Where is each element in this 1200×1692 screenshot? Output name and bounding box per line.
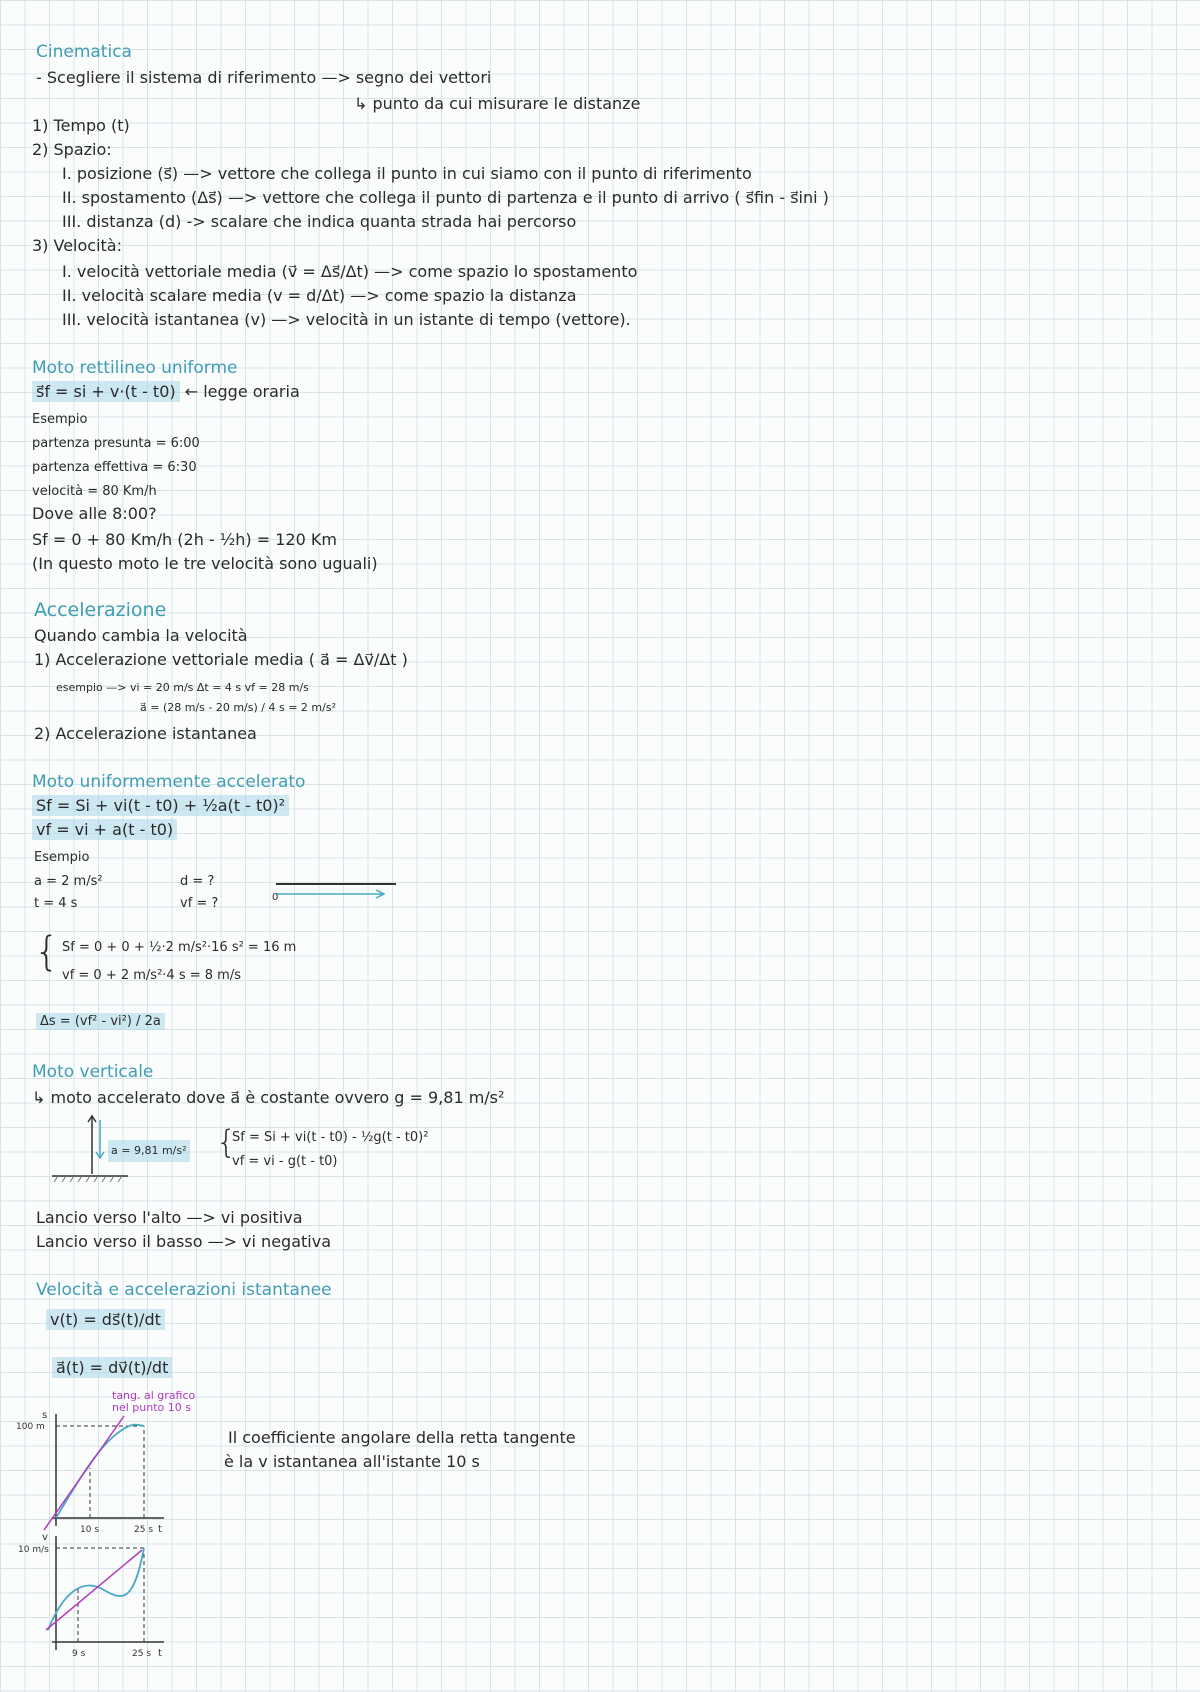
velocita-vettoriale: I. velocità vettoriale media (v⃗ = Δs⃗/Δt) —> come spazio lo spostamento — [62, 262, 638, 281]
graph-position-x-label: t — [158, 1524, 162, 1535]
graph-velocity-tangent — [46, 1550, 142, 1630]
mua-system-brace: { — [34, 929, 60, 975]
mua-system-line-1: Sf = 0 + 0 + ½·2 m/s²·16 s² = 16 m — [62, 940, 297, 955]
graph-position-x-tick-1: 10 s — [80, 1525, 100, 1535]
intro-line-1: - Scegliere il sistema di riferimento —> segno dei vettori — [36, 68, 492, 87]
spazio-posizione: I. posizione (s⃗) —> vettore che collega il punto in cui siamo con il punto di riferimento — [62, 164, 752, 183]
graph-velocity — [14, 1530, 174, 1660]
mv-formula-1: Sf = Si + vi(t - t0) - ½g(t - t0)² — [232, 1130, 429, 1145]
graph-velocity-x-label: t — [158, 1648, 162, 1659]
mv-arrow-label: a = 9,81 m/s² — [108, 1140, 190, 1162]
mru-line-1: partenza presunta = 6:00 — [32, 436, 200, 451]
acc-line-1: Quando cambia la velocità — [34, 626, 248, 645]
mua-given-t: t = 4 s — [34, 896, 78, 911]
mru-line-6: (In questo moto le tre velocità sono uguali) — [32, 554, 378, 573]
mua-formula-2-row — [32, 820, 177, 840]
mv-formula-2: vf = vi - g(t - t0) — [232, 1154, 338, 1169]
mru-line-5: Sf = 0 + 80 Km/h (2h - ½h) = 120 Km — [32, 530, 337, 549]
mv-title: Moto verticale — [32, 1062, 154, 1082]
mv-system-brace: { — [216, 1123, 237, 1161]
mv-line-3: Lancio verso il basso —> vi negativa — [36, 1232, 331, 1251]
graph-velocity-x-tick-2: 25 s — [132, 1649, 152, 1659]
mru-formula-note: ← legge oraria — [184, 382, 300, 401]
acc-title: Accelerazione — [34, 599, 167, 621]
tempo-item: 1) Tempo (t) — [32, 116, 130, 135]
acc-line-5: 2) Accelerazione istantanea — [34, 724, 257, 743]
graph-position-curve — [56, 1425, 144, 1518]
mua-delta-formula: Δs = (vf² - vi²) / 2a — [36, 1013, 165, 1030]
mua-formula-2: vf = vi + a(t - t0) — [32, 819, 177, 840]
mua-formula-1-row — [32, 796, 289, 816]
intro-line-2: ↳ punto da cui misurare le distanze — [354, 94, 641, 113]
mru-esempio: Esempio — [32, 412, 88, 427]
acc-example-result: a⃗ = (28 m/s - 20 m/s) / 4 s = 2 m/s² — [140, 701, 336, 714]
mua-title: Moto uniformemente accelerato — [32, 772, 306, 792]
mru-formula: s⃗f = si + v·(t - t0) — [32, 381, 180, 402]
vai-note-1: Il coefficiente angolare della retta tangente — [228, 1428, 576, 1447]
mru-line-2: partenza effettiva = 6:30 — [32, 460, 197, 475]
mua-unknown-vf: vf = ? — [180, 896, 219, 911]
vai-note-2: è la v istantanea all'istante 10 s — [224, 1452, 480, 1471]
vai-title: Velocità e accelerazioni istantanee — [36, 1280, 332, 1300]
graph-velocity-y-label: v — [42, 1532, 48, 1543]
mua-system-line-2: vf = 0 + 2 m/s²·4 s = 8 m/s — [62, 968, 241, 983]
graph-position-y-label: s — [42, 1410, 48, 1421]
tangent-note-1: tang. al grafico — [112, 1389, 196, 1402]
graph-velocity-y-tick: 10 m/s — [18, 1545, 49, 1555]
mru-title: Moto rettilineo uniforme — [32, 358, 238, 378]
mru-line-4: Dove alle 8:00? — [32, 504, 157, 523]
graph-position-x-tick-2: 25 s — [134, 1525, 154, 1535]
mua-axis-diagram — [270, 876, 400, 912]
mua-axis-origin: 0 — [272, 892, 279, 903]
mua-unknown-d: d = ? — [180, 874, 215, 889]
tangent-note-2: nel punto 10 s — [112, 1401, 191, 1414]
page-title: Cinematica — [36, 42, 132, 62]
spazio-item: 2) Spazio: — [32, 140, 112, 159]
mua-given-a: a = 2 m/s² — [34, 874, 103, 889]
graph-position — [14, 1408, 174, 1538]
mua-formula-1: Sf = Si + vi(t - t0) + ½a(t - t0)² — [32, 795, 289, 816]
mv-line-1: ↳ moto accelerato dove a⃗ è costante ovvero g = 9,81 m/s² — [32, 1088, 505, 1107]
acc-example: esempio —> vi = 20 m/s Δt = 4 s vf = 28 m/s — [56, 681, 309, 694]
mua-esempio: Esempio — [34, 850, 90, 865]
velocita-istantanea: III. velocità istantanea (v) —> velocità in un istante di tempo (vettore). — [62, 310, 631, 329]
mv-line-2: Lancio verso l'alto —> vi positiva — [36, 1208, 303, 1227]
spazio-spostamento: II. spostamento (Δs⃗) —> vettore che collega il punto di partenza e il punto di arrivo ( s⃗fin - s⃗ini ) — [62, 188, 829, 207]
mru-line-3: velocità = 80 Km/h — [32, 484, 157, 499]
graph-velocity-x-tick-1: 9 s — [72, 1649, 86, 1659]
mru-formula-row — [32, 382, 300, 402]
velocita-item: 3) Velocità: — [32, 236, 122, 255]
vai-formula-2: a⃗(t) = dv⃗(t)/dt — [52, 1357, 172, 1378]
spazio-distanza: III. distanza (d) -> scalare che indica quanta strada hai percorso — [62, 212, 577, 231]
vai-formula-2-row — [52, 1358, 172, 1378]
mua-delta-row — [36, 1012, 165, 1032]
acc-line-2: 1) Accelerazione vettoriale media ( a⃗ = Δv⃗/Δt ) — [34, 650, 408, 669]
velocita-scalare: II. velocità scalare media (v = d/Δt) —> come spazio la distanza — [62, 286, 577, 305]
graph-position-y-tick: 100 m — [16, 1422, 45, 1432]
vai-formula-1: v(t) = ds⃗(t)/dt — [46, 1309, 165, 1330]
vai-formula-1-row — [46, 1310, 165, 1330]
